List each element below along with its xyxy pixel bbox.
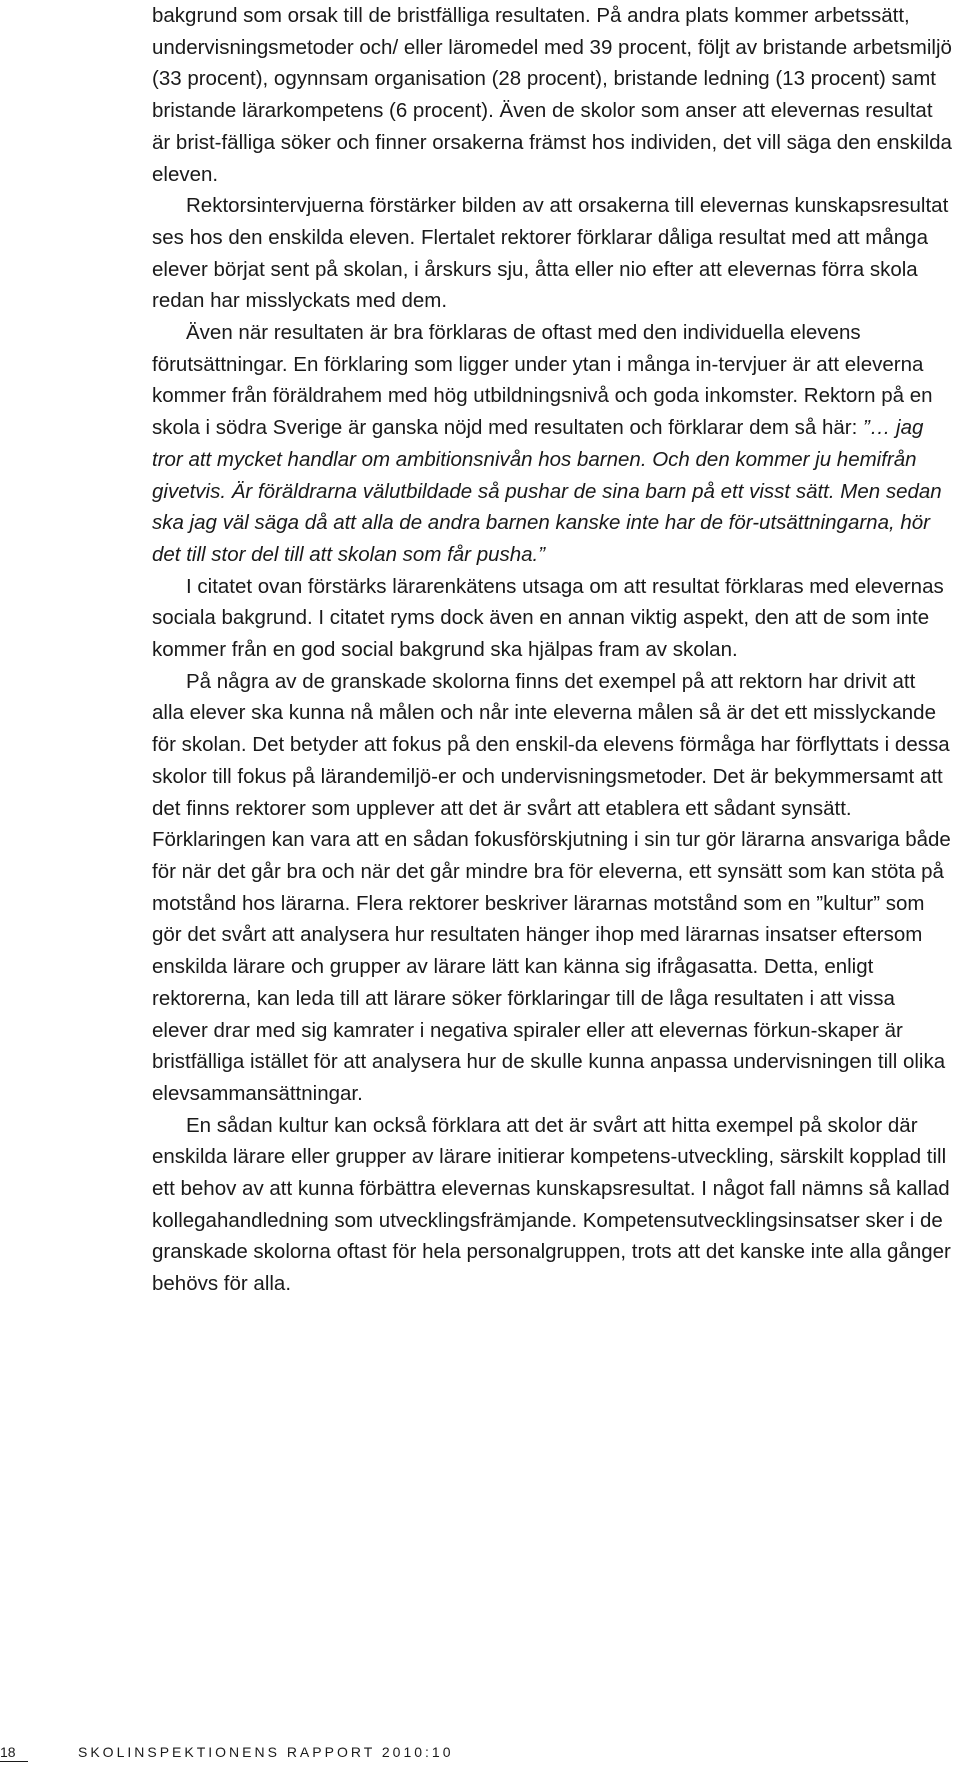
paragraph-4: I citatet ovan förstärks lärarenkätens utsaga om att resultat förklaras med elevernas sociala bakgrund. I citatet ryms dock även en annan viktig aspekt, den att de som inte kommer från en god social bakgrund ska hjälpas fram av skolan. <box>152 574 944 662</box>
paragraph-6: En sådan kultur kan också förklara att det är svårt att hitta exempel på skolor där enskilda lärare eller grupper av lärare initierar kompetens-utveckling, särskilt kopplad till ett behov av att kunna förbättra elevernas kunskapsresultat. I något fall nämns så kallad kollegahandledning som utvecklingsfrämjande. Kompetensutvecklingsinsatser sker i de granskade skolorna oftast för hela personalgruppen, trots att det kanske inte alla gånger behövs för alla. <box>152 1113 951 1296</box>
paragraph-3 <box>152 317 952 571</box>
page-footer <box>0 1744 960 1765</box>
paragraph-1: bakgrund som orsak till de bristfälliga resultaten. På andra plats kommer arbetssätt, undervisningsmetoder och/ eller läromedel med 39 procent, följt av bristande arbetsmiljö (33 procent), ogynnsam organisation (28 procent), bristande ledning (13 procent) samt bristande lärarkompetens (6 procent). Även de skolor som anser att elevernas resultat är brist-fälliga söker och finner orsakerna främst hos individen, det vill säga den enskilda eleven. <box>152 4 952 186</box>
page-number: 18 <box>0 1744 16 1760</box>
report-title: SKOLINSPEKTIONENS RAPPORT 2010:10 <box>78 1744 454 1760</box>
paragraph-5: På några av de granskade skolorna finns det exempel på att rektorn har drivit att alla elever ska kunna nå målen och når inte eleverna målen så är det ett misslyckande för skolan. Det betyder att fokus på den enskil-da elevens förmåga har förflyttats i dessa skolor till fokus på lärandemiljö-er och undervisningsmetoder. Det är bekymmersamt att det finns rektorer som upplever att det är svårt att etablera ett sådant synsätt. Förklaringen kan vara att en sådan fokusförskjutning i sin tur gör lärarna ansvariga både för när det går bra och när det går mindre bra för eleverna, ett synsätt som kan stöta på motstånd hos lärarna. Flera rektorer beskriver lärarnas motstånd som en ”kultur” som gör det svårt att analysera hur resultaten hänger ihop med lärarnas insatser eftersom enskilda lärare och grupper av lärare lätt kan känna sig ifrågasatta. Detta, enligt rektorerna, kan leda till att lärare söker förklaringar till de låga resultaten i att vissa elever drar med sig kamrater i negativa spiraler eller att elevernas förkun-skaper är bristfälliga istället för att analysera hur de skulle kunna anpassa undervisningen till olika elevsammansättningar. <box>152 669 951 1105</box>
paragraph-3-text: Även när resultaten är bra förklaras de oftast med den individuella elevens förutsättningar. En förklaring som ligger under ytan i många in-tervjuer är att eleverna kommer från föräldrahem med hög utbildningsnivå och goda inkomster. Rektorn på en skola i södra Sverige är ganska nöjd med resultaten och förklarar dem så här: <box>152 321 933 440</box>
paragraph-2: Rektorsintervjuerna förstärker bilden av att orsakerna till elevernas kunskapsresultat ses hos den enskilda eleven. Flertalet rektorer förklarar dåliga resultat med att många elever börjat sent på skolan, i årskurs sju, åtta eller nio efter att elevernas förra skola redan har misslyckats med dem. <box>152 194 949 313</box>
body-text <box>152 0 952 1300</box>
principal-quote: ”… jag tror att mycket handlar om ambitionsnivån hos barnen. Och den kommer ju hemifrån givetvis. Är föräldrarna välutbildade så pushar de sina barn på ett visst sätt. Men sedan ska jag väl säga då att alla de andra barnen kanske inte har de för-utsättningarna, hör det till stor del till att skolan som får pusha.” <box>152 416 942 566</box>
footer-rule <box>0 1761 28 1762</box>
